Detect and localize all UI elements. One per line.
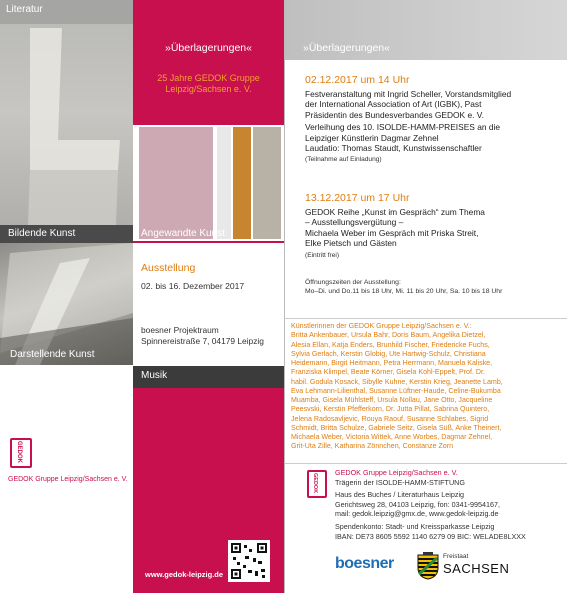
event-line: Michaela Weber im Gespräch mit Priska Streit, — [305, 227, 479, 238]
website-strip — [133, 508, 284, 593]
gedok-logo — [10, 438, 32, 468]
exhibition-dates: 02. bis 16. Dezember 2017 — [141, 281, 245, 291]
event-line: Verleihung des 10. ISOLDE-HAMM-PREISES an die — [305, 122, 501, 133]
footer-tragerin: Trägerin der ISOLDE-HAMM-STIFTUNG — [335, 477, 465, 487]
artists-line: Franziska Klimpel, Beate Körner, Gisela Kohl-Eppelt, Prof. Dr. — [291, 368, 485, 377]
gedok-logo-small — [307, 470, 327, 498]
artists-line: Alesia Ellan, Katja Enders, Brunhild Fischer, Friedericke Fuchs, — [291, 340, 490, 349]
divider — [285, 318, 567, 319]
artists-line: Michaela Weber, Victoria Wittek, Anne Worbes, Dagmar Zehnel, — [291, 433, 493, 441]
footer-address: mail: gedok.leipzig@gmx.de, www.gedok-leipzig.de — [335, 509, 499, 519]
event-1-note: (Teilnahme auf Einladung) — [305, 156, 382, 164]
literatur-tile — [0, 0, 133, 225]
event-1-date: 02.12.2017 um 14 Uhr — [305, 74, 410, 86]
artists-line: Muamba, Gisela Mühlsteff, Ursula Nollau, Jane Otto, Jacqueline — [291, 396, 493, 404]
artists-title: Künstlerinnen der GEDOK Gruppe Leipzig/Sachsen e. V.: — [291, 322, 472, 330]
artists-line: Sylvia Gerlach, Kerstin Globig, Ute Hartwig-Schulz, Christiana — [291, 349, 486, 358]
hours-text: Mo–Di. und Do.11 bis 18 Uhr, Mi. 11 bis 20 Uhr, Sa. 10 bis 18 Uhr — [305, 287, 503, 295]
footer-address: Gerichtsweg 28, 04103 Leipzig, fon: 0341-9954167, — [335, 499, 501, 509]
event-line: Leipziger Künstlerin Dagmar Zehnel — [305, 132, 439, 143]
event-2-note: (Eintritt frei) — [305, 251, 340, 259]
website-link[interactable]: www.gedok-leipzig.de — [145, 570, 224, 579]
gedok-group-label: GEDOK Gruppe Leipzig/Sachsen e. V. — [8, 476, 128, 483]
darstellende-artwork — [0, 243, 133, 365]
event-2-date: 13.12.2017 um 17 Uhr — [305, 192, 410, 204]
artists-line: habil. Godula Kosack, Sibylle Kuhne, Kerstin Krieg, Jeanette Lamb, — [291, 377, 503, 386]
angewandte-label: Angewandte Kunst — [141, 228, 225, 239]
freistaat-label: Freistaat — [443, 553, 469, 560]
ausstellung-heading — [141, 262, 195, 274]
divider — [285, 463, 567, 464]
event-2-description — [305, 207, 560, 249]
gedok-logo-text: GEDOK — [312, 473, 318, 494]
footer-bank: Spendenkonto: Stadt- und Kreissparkasse Leipzig — [335, 521, 495, 531]
qr-code-graphic — [231, 543, 267, 579]
angewandte-tile — [133, 125, 284, 243]
artists-line: Heidemann, Birgit Heitmann, Petra Herrmann, Manuela Kaliske, — [291, 359, 493, 367]
artists-list — [291, 322, 563, 452]
boesner-logo: boesner — [335, 555, 394, 572]
footer-contact — [335, 468, 565, 541]
darstellende-tile — [0, 243, 133, 365]
event-line: der International Association of Art (IGBK), Past — [305, 99, 482, 110]
title-block — [133, 0, 284, 125]
artists-line: Britta Ankenbauer, Ursula Bahr, Doris Baum, Angelika Dietzel, — [291, 331, 486, 340]
bildende-label: Bildende Kunst — [8, 228, 76, 239]
gedok-logo-text: GEDOK — [16, 441, 22, 464]
event-line: Präsidentin des Bundesverbandes GEDOK e. V. — [305, 109, 484, 120]
back-title: »Überlagerungen« — [303, 42, 390, 54]
musik-label: Musik — [141, 370, 168, 381]
footer-org: GEDOK Gruppe Leipzig/Sachsen e. V. — [335, 468, 458, 477]
exhibition-venue — [141, 325, 264, 347]
header-bar — [285, 0, 567, 60]
event-2 — [305, 192, 560, 259]
musik-artwork — [133, 388, 284, 508]
artists-line: Jelena Radosavljevic, Rouya Raouf, Susanne Schlabes, Sigrid — [291, 414, 489, 423]
event-line: – Ausstellungsvergütung – — [305, 217, 404, 228]
venue-address: Spinnereistraße 7, 04179 Leipzig — [141, 336, 264, 346]
opening-hours — [305, 279, 563, 296]
artists-line: Eva Lehmann-Lilienthal, Susanne Lüftner-Haude, Celine-Bukumba — [291, 386, 501, 395]
literatur-artwork — [0, 0, 133, 225]
event-line: Festveranstaltung mit Ingrid Scheller, Vorstandsmitglied — [305, 89, 512, 99]
hours-title: Öffnungszeiten der Ausstellung: — [305, 279, 401, 286]
darstellende-label: Darstellende Kunst — [10, 349, 95, 360]
gedok-logo-area — [0, 366, 133, 593]
ausstellung-label: Ausstellung — [141, 262, 196, 274]
event-line: GEDOK Reihe „Kunst im Gespräch“ zum Thema — [305, 207, 485, 217]
event-line: Elke Pietsch und Gästen — [305, 238, 397, 249]
subtitle-line: 25 Jahre GEDOK Gruppe — [157, 73, 260, 83]
musik-tile — [133, 366, 284, 388]
footer-address: Haus des Buches / Literaturhaus Leipzig — [335, 490, 465, 500]
flyer-title: »Überlagerungen« — [165, 42, 252, 54]
subtitle-line: Leipzig/Sachsen e. V. — [165, 84, 252, 94]
flyer-back-panel — [284, 0, 567, 593]
sachsen-label: SACHSEN — [443, 561, 510, 576]
angewandte-artwork — [133, 125, 284, 243]
artists-line: Peesvski, Kerstin Pfefferkorn, Dr. Jutta Pillat, Sabrina Quintero, — [291, 405, 490, 414]
saxony-coat-of-arms-icon — [417, 552, 439, 580]
bildende-tile — [0, 225, 133, 243]
event-1-description — [305, 89, 560, 153]
literatur-label: Literatur — [6, 4, 43, 15]
qr-code[interactable] — [228, 540, 270, 582]
event-line: Laudatio: Thomas Staudt, Kunstwissenschaftler — [305, 143, 482, 154]
venue-name: boesner Projektraum — [141, 325, 219, 335]
artists-line: Grit-Uta Zille, Katharina Zönnchen, Constanze Zorn — [291, 442, 454, 451]
footer-bank: IBAN: DE73 8605 5592 1140 6279 09 BIC: WELADE8LXXX — [335, 531, 526, 541]
event-1 — [305, 74, 560, 163]
artists-line: Schmidt, Britta Schulze, Gabriele Seitz, Gisela Süß, Anke Theinert, — [291, 423, 502, 432]
flyer-subtitle — [133, 73, 284, 95]
